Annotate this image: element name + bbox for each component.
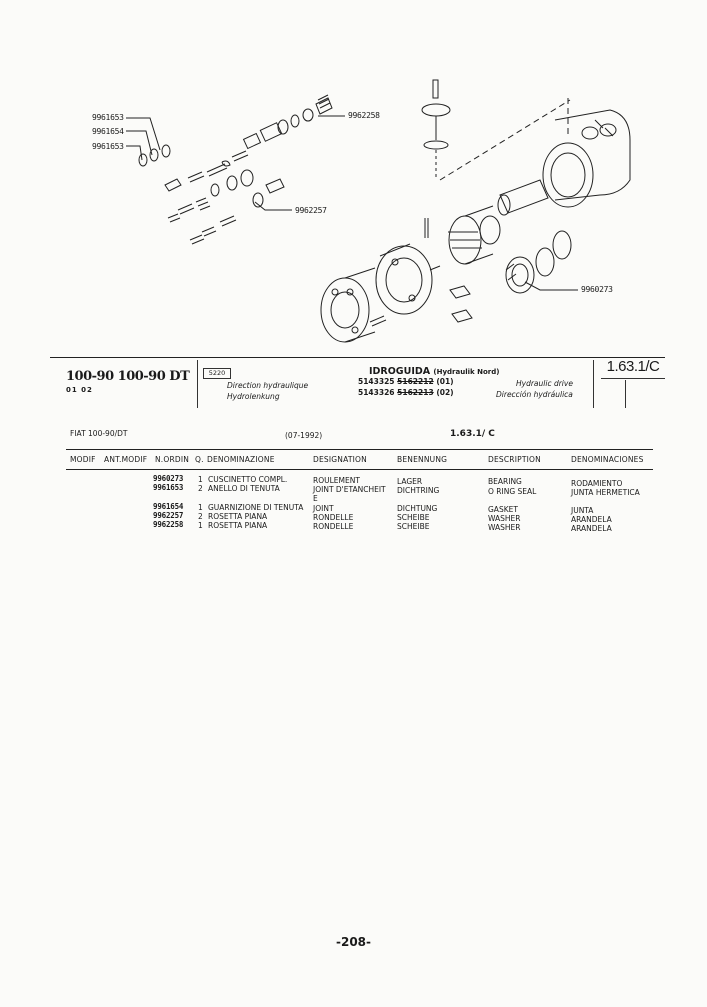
model-title: 100-90 100-90 DT — [66, 369, 190, 384]
o-ring — [553, 231, 571, 259]
valve-spool — [448, 206, 500, 264]
title-main: IDROGUIDA — [369, 366, 431, 377]
callout-label: 9961653 — [92, 142, 124, 151]
cell-order-number: 9962257 — [153, 511, 184, 520]
cell-fr: E — [313, 494, 318, 503]
col-n-ordin: N.ORDIN — [155, 455, 190, 464]
cell-es: RODAMIENTO — [571, 479, 623, 488]
cell-en: O RING SEAL — [488, 487, 537, 496]
superseded-number: 5162212 — [397, 377, 434, 386]
callout-label: 9960273 — [581, 285, 613, 294]
cell-qty: 1 — [198, 521, 203, 530]
model-variants: 01 02 — [66, 386, 93, 394]
spool-sleeve — [498, 180, 548, 215]
desc-de: Hydrolenkung — [227, 392, 280, 401]
callout-label: 9962257 — [295, 206, 327, 215]
divider — [593, 360, 594, 408]
cell-es: ARANDELA — [571, 515, 612, 524]
part-number: 5143326 — [358, 388, 395, 397]
desc-en: Hydraulic drive — [516, 379, 573, 388]
variant-tag: (02) — [436, 388, 454, 397]
header-top-rule — [50, 357, 665, 358]
cell-de: DICHTRING — [397, 486, 440, 495]
part-number-02 — [358, 388, 454, 397]
cell-es: JUNTA — [571, 506, 594, 515]
bearing-assembly — [506, 257, 534, 293]
cell-fr: JOINT D'ETANCHEIT — [313, 485, 386, 494]
part-number: 5143325 — [358, 377, 395, 386]
valve-parts-lower — [168, 170, 284, 244]
cell-it: CUSCINETTO COMPL. — [208, 475, 288, 484]
superseded-number: 5162213 — [397, 388, 434, 397]
sub-date: (07-1992) — [285, 431, 323, 440]
section-code: 1.63.1/C — [601, 358, 665, 379]
cell-en: GASKET — [488, 505, 518, 514]
col-description: DESCRIPTION — [488, 455, 541, 464]
cell-order-number: 9962258 — [153, 520, 184, 529]
part-number-01 — [358, 377, 454, 386]
col-designation: DESIGNATION — [313, 455, 367, 464]
cell-it: ROSETTA PIANA — [208, 512, 268, 521]
steering-unit-housing — [543, 110, 630, 207]
cell-de: SCHEIBE — [397, 513, 430, 522]
cell-en: BEARING — [488, 477, 522, 486]
cell-it: GUARNIZIONE DI TENUTA — [208, 503, 304, 512]
cell-es: ARANDELA — [571, 524, 612, 533]
desc-fr: Direction hydraulique — [227, 381, 309, 390]
seal-rings-group — [139, 145, 170, 166]
callout-label: 9961654 — [92, 127, 124, 136]
table-header-rule — [66, 469, 653, 470]
cell-de: SCHEIBE — [397, 522, 430, 531]
cell-fr: ROULEMENT — [313, 476, 360, 485]
valve-parts-upper — [165, 95, 332, 191]
variant-tag: (01) — [436, 377, 454, 386]
check-valve-pads — [450, 286, 472, 322]
cell-en: WASHER — [488, 514, 521, 523]
cell-de: DICHTUNG — [397, 504, 438, 513]
exploded-parts-diagram — [0, 0, 707, 350]
relief-valve-stack — [422, 80, 450, 180]
col-ant-modif: ANT.MODIF — [104, 455, 148, 464]
cell-order-number: 9960273 — [153, 474, 184, 483]
title-sub: (Hydraulik Nord) — [433, 368, 500, 376]
col-modif: MODIF — [70, 455, 96, 464]
leader-line — [126, 131, 152, 155]
cell-it: ROSETTA PIANA — [208, 521, 268, 530]
divider — [197, 360, 198, 408]
leader-line — [126, 118, 160, 150]
col-benennung: BENENNUNG — [397, 455, 448, 464]
cell-order-number: 9961654 — [153, 502, 184, 511]
assembly-line — [440, 100, 570, 180]
page-number: -208- — [335, 935, 371, 949]
cell-es: JUNTA HERMETICA — [571, 488, 640, 497]
cell-fr: JOINT — [313, 504, 334, 513]
cell-en: WASHER — [488, 523, 521, 532]
col-denominazione: DENOMINAZIONE — [207, 455, 275, 464]
callout-label: 9962258 — [348, 111, 380, 120]
cell-de: LAGER — [397, 477, 423, 486]
col-q: Q. — [195, 455, 204, 464]
page-title — [369, 366, 499, 377]
cell-order-number: 9961653 — [153, 483, 184, 492]
cell-fr: RONDELLE — [313, 522, 354, 531]
cell-qty: 2 — [198, 512, 203, 521]
o-ring — [536, 248, 554, 276]
cell-qty: 1 — [198, 503, 203, 512]
sub-code: 1.63.1/ C — [450, 429, 495, 439]
group-code: 5220 — [203, 368, 231, 379]
cell-it: ANELLO DI TENUTA — [208, 484, 280, 493]
sub-model: FIAT 100-90/DT — [70, 429, 128, 438]
cell-qty: 1 — [198, 475, 203, 484]
cell-fr: RONDELLE — [313, 513, 354, 522]
gerotor-set — [376, 244, 440, 314]
divider — [625, 380, 626, 408]
table-top-rule — [66, 449, 653, 450]
callout-label: 9961653 — [92, 113, 124, 122]
pin — [425, 218, 428, 238]
cell-qty: 2 — [198, 484, 203, 493]
desc-es: Dirección hydráulica — [496, 390, 573, 399]
col-denominaciones: DENOMINACIONES — [571, 455, 644, 464]
